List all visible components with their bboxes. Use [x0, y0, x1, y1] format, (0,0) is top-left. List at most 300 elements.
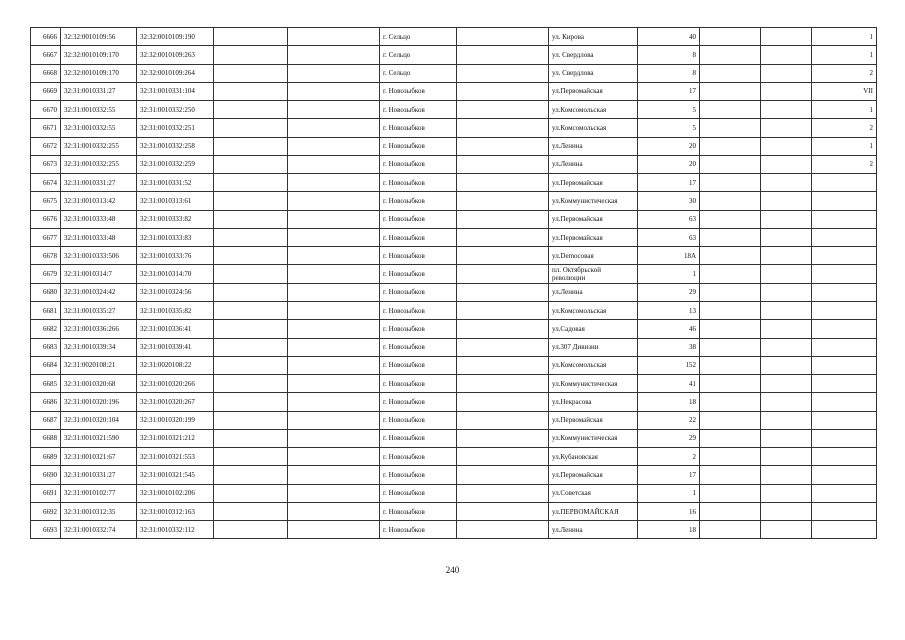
- table-row: [31, 484, 877, 502]
- cell-empty: [761, 320, 812, 338]
- cell-empty: [214, 174, 288, 192]
- cell-street: ул.Коммунистическая: [549, 192, 638, 210]
- cell-empty: [288, 448, 380, 466]
- cell-empty: [761, 429, 812, 447]
- cell-flat: [812, 301, 877, 319]
- cell-record-number: 6685: [31, 375, 61, 393]
- table-row: [31, 247, 877, 265]
- cell-empty: [457, 448, 549, 466]
- cell-empty: [700, 101, 761, 119]
- cell-locality: г. Новозыбков: [380, 502, 457, 520]
- cell-empty: [288, 247, 380, 265]
- cell-empty: [700, 174, 761, 192]
- cell-empty: [288, 265, 380, 283]
- cell-house: 63: [638, 228, 700, 246]
- cell-locality: г. Сельцо: [380, 28, 457, 46]
- cell-locality: г. Сельцо: [380, 64, 457, 82]
- cell-house: 1: [638, 484, 700, 502]
- cell-empty: [288, 393, 380, 411]
- cell-object-number: 32:31:0010321:212: [137, 429, 214, 447]
- cell-empty: [457, 64, 549, 82]
- cell-empty: [761, 484, 812, 502]
- cell-empty: [457, 283, 549, 301]
- cell-parcel-number: 32:31:0010332:55: [61, 119, 137, 137]
- cell-house: 17: [638, 466, 700, 484]
- cell-empty: [761, 228, 812, 246]
- cell-empty: [457, 28, 549, 46]
- cell-object-number: 32:31:0010321:545: [137, 466, 214, 484]
- cell-empty: [761, 28, 812, 46]
- cell-house: 29: [638, 429, 700, 447]
- cell-empty: [288, 28, 380, 46]
- cell-empty: [700, 265, 761, 283]
- cell-empty: [214, 320, 288, 338]
- cell-parcel-number: 32:31:0020108:21: [61, 356, 137, 374]
- cell-empty: [214, 119, 288, 137]
- table-row: [31, 137, 877, 155]
- cell-locality: г. Новозыбков: [380, 338, 457, 356]
- cell-record-number: 6671: [31, 119, 61, 137]
- cell-empty: [700, 521, 761, 539]
- cell-empty: [288, 82, 380, 100]
- cell-parcel-number: 32:31:0010335:27: [61, 301, 137, 319]
- cell-empty: [288, 155, 380, 173]
- cell-empty: [700, 502, 761, 520]
- cell-record-number: 6690: [31, 466, 61, 484]
- cell-flat: 2: [812, 119, 877, 137]
- cell-empty: [288, 484, 380, 502]
- cell-empty: [700, 375, 761, 393]
- cell-locality: г. Новозыбков: [380, 448, 457, 466]
- cell-empty: [214, 64, 288, 82]
- cell-empty: [288, 64, 380, 82]
- cell-parcel-number: 32:32:0010109:56: [61, 28, 137, 46]
- cell-empty: [761, 521, 812, 539]
- cell-empty: [214, 484, 288, 502]
- cell-empty: [761, 64, 812, 82]
- cell-empty: [288, 283, 380, 301]
- cell-locality: г. Новозыбков: [380, 119, 457, 137]
- cell-street: ул.Коммунистическая: [549, 375, 638, 393]
- cell-flat: 1: [812, 46, 877, 64]
- cell-object-number: 32:32:0010109:264: [137, 64, 214, 82]
- cell-object-number: 32:31:0010320:199: [137, 411, 214, 429]
- cell-record-number: 6672: [31, 137, 61, 155]
- cell-house: 17: [638, 174, 700, 192]
- cell-locality: г. Новозыбков: [380, 484, 457, 502]
- cell-empty: [288, 119, 380, 137]
- cell-empty: [214, 82, 288, 100]
- cell-empty: [457, 393, 549, 411]
- cell-empty: [457, 247, 549, 265]
- cell-locality: г. Новозыбков: [380, 393, 457, 411]
- cell-empty: [457, 137, 549, 155]
- cell-empty: [288, 46, 380, 64]
- cell-locality: г. Новозыбков: [380, 247, 457, 265]
- cell-empty: [214, 46, 288, 64]
- cell-empty: [214, 228, 288, 246]
- cell-house: 13: [638, 301, 700, 319]
- table-row: [31, 375, 877, 393]
- table-row: [31, 228, 877, 246]
- cell-record-number: 6669: [31, 82, 61, 100]
- table-row: [31, 101, 877, 119]
- cell-parcel-number: 32:31:0010332:255: [61, 137, 137, 155]
- cell-empty: [288, 356, 380, 374]
- cell-empty: [700, 448, 761, 466]
- cell-street: ул.Комсомольская: [549, 119, 638, 137]
- cell-parcel-number: 32:31:0010312:35: [61, 502, 137, 520]
- cell-parcel-number: 32:31:0010332:74: [61, 521, 137, 539]
- cell-parcel-number: 32:31:0010331:27: [61, 174, 137, 192]
- cell-street: пл. Октябрьской революции: [549, 265, 638, 283]
- table-row: [31, 28, 877, 46]
- cell-empty: [214, 137, 288, 155]
- cell-flat: [812, 429, 877, 447]
- cell-house: 20: [638, 137, 700, 155]
- cell-street: ул. Свердлова: [549, 64, 638, 82]
- cell-house: 8: [638, 46, 700, 64]
- table-row: [31, 338, 877, 356]
- table-row: [31, 119, 877, 137]
- cell-object-number: 32:32:0010109:263: [137, 46, 214, 64]
- cell-empty: [214, 338, 288, 356]
- cell-parcel-number: 32:31:0010313:42: [61, 192, 137, 210]
- cell-object-number: 32:31:0010324:56: [137, 283, 214, 301]
- cell-object-number: 32:31:0010102:206: [137, 484, 214, 502]
- cell-object-number: 32:31:0010331:52: [137, 174, 214, 192]
- cell-empty: [288, 502, 380, 520]
- cell-locality: г. Новозыбков: [380, 429, 457, 447]
- cell-street: ул.Комсомольская: [549, 356, 638, 374]
- cell-flat: 1: [812, 28, 877, 46]
- cell-flat: [812, 521, 877, 539]
- cell-empty: [288, 429, 380, 447]
- cell-parcel-number: 32:31:0010102:77: [61, 484, 137, 502]
- cell-parcel-number: 32:31:0010336:266: [61, 320, 137, 338]
- cell-empty: [214, 155, 288, 173]
- cell-empty: [761, 356, 812, 374]
- cell-record-number: 6693: [31, 521, 61, 539]
- cell-object-number: 32:31:0010331:104: [137, 82, 214, 100]
- cell-empty: [700, 192, 761, 210]
- table-row: [31, 521, 877, 539]
- cell-object-number: 32:31:0010333:83: [137, 228, 214, 246]
- cell-locality: г. Новозыбков: [380, 155, 457, 173]
- cell-object-number: 32:31:0010332:259: [137, 155, 214, 173]
- cell-house: 63: [638, 210, 700, 228]
- cell-empty: [761, 301, 812, 319]
- cell-empty: [700, 155, 761, 173]
- cell-street: ул.Ленина: [549, 521, 638, 539]
- cell-empty: [700, 320, 761, 338]
- cell-street: ул.Первомайская: [549, 466, 638, 484]
- cell-empty: [288, 101, 380, 119]
- cell-object-number: 32:31:0010321:553: [137, 448, 214, 466]
- table-row: [31, 82, 877, 100]
- cell-parcel-number: 32:31:0010320:68: [61, 375, 137, 393]
- cell-parcel-number: 32:32:0010109:170: [61, 64, 137, 82]
- cell-house: 46: [638, 320, 700, 338]
- cell-empty: [761, 502, 812, 520]
- cell-empty: [700, 210, 761, 228]
- cell-empty: [700, 283, 761, 301]
- cell-empty: [457, 411, 549, 429]
- cell-empty: [288, 338, 380, 356]
- table-row: [31, 393, 877, 411]
- cell-empty: [288, 375, 380, 393]
- cell-street: ул. Кирова: [549, 28, 638, 46]
- cell-record-number: 6678: [31, 247, 61, 265]
- cell-empty: [214, 393, 288, 411]
- cell-house: 5: [638, 119, 700, 137]
- cell-empty: [457, 301, 549, 319]
- cell-locality: г. Новозыбков: [380, 228, 457, 246]
- cell-object-number: 32:31:0010339:41: [137, 338, 214, 356]
- cell-street: ул.Первомайская: [549, 82, 638, 100]
- table-row: [31, 283, 877, 301]
- cell-flat: [812, 411, 877, 429]
- cell-street: ул.ПЕРВОМАЙСКАЯ: [549, 502, 638, 520]
- cell-street: ул.Первомайская: [549, 228, 638, 246]
- cell-locality: г. Новозыбков: [380, 356, 457, 374]
- cell-empty: [214, 521, 288, 539]
- cell-empty: [214, 466, 288, 484]
- cell-empty: [457, 265, 549, 283]
- cell-parcel-number: 32:31:0010331:27: [61, 466, 137, 484]
- cell-house: 152: [638, 356, 700, 374]
- table-row: [31, 210, 877, 228]
- cell-street: ул.Кубановская: [549, 448, 638, 466]
- cell-empty: [457, 210, 549, 228]
- cell-house: 30: [638, 192, 700, 210]
- cell-empty: [457, 174, 549, 192]
- table-row: [31, 265, 877, 283]
- cell-house: 2: [638, 448, 700, 466]
- registry-table: [30, 27, 877, 539]
- cell-empty: [761, 210, 812, 228]
- cell-empty: [761, 119, 812, 137]
- cell-flat: 2: [812, 64, 877, 82]
- cell-locality: г. Новозыбков: [380, 101, 457, 119]
- cell-empty: [761, 448, 812, 466]
- cell-parcel-number: 32:31:0010320:196: [61, 393, 137, 411]
- cell-empty: [214, 192, 288, 210]
- cell-empty: [457, 429, 549, 447]
- cell-empty: [761, 411, 812, 429]
- cell-locality: г. Новозыбков: [380, 283, 457, 301]
- cell-empty: [214, 210, 288, 228]
- table-row: [31, 411, 877, 429]
- cell-house: 18: [638, 393, 700, 411]
- cell-empty: [700, 484, 761, 502]
- table-row: [31, 155, 877, 173]
- cell-street: ул.Коммунистическая: [549, 429, 638, 447]
- cell-flat: [812, 247, 877, 265]
- cell-flat: [812, 192, 877, 210]
- table-row: [31, 301, 877, 319]
- cell-street: ул.Democoвая: [549, 247, 638, 265]
- cell-object-number: 32:31:0010312:163: [137, 502, 214, 520]
- cell-record-number: 6670: [31, 101, 61, 119]
- table-row: [31, 502, 877, 520]
- cell-empty: [214, 28, 288, 46]
- cell-parcel-number: 32:31:0010332:255: [61, 155, 137, 173]
- cell-object-number: 32:31:0010333:76: [137, 247, 214, 265]
- cell-street: ул.Некрасова: [549, 393, 638, 411]
- cell-empty: [761, 338, 812, 356]
- cell-object-number: 32:32:0010109:190: [137, 28, 214, 46]
- cell-empty: [288, 228, 380, 246]
- cell-object-number: 32:31:0010336:41: [137, 320, 214, 338]
- cell-parcel-number: 32:31:0010339:34: [61, 338, 137, 356]
- cell-empty: [288, 411, 380, 429]
- cell-empty: [214, 301, 288, 319]
- cell-empty: [457, 119, 549, 137]
- cell-record-number: 6692: [31, 502, 61, 520]
- cell-flat: VII: [812, 82, 877, 100]
- cell-locality: г. Новозыбков: [380, 466, 457, 484]
- cell-empty: [457, 466, 549, 484]
- cell-empty: [214, 375, 288, 393]
- cell-locality: г. Новозыбков: [380, 265, 457, 283]
- cell-empty: [700, 119, 761, 137]
- cell-empty: [288, 174, 380, 192]
- cell-object-number: 32:31:0010335:82: [137, 301, 214, 319]
- cell-empty: [761, 155, 812, 173]
- cell-empty: [457, 192, 549, 210]
- cell-record-number: 6688: [31, 429, 61, 447]
- cell-flat: [812, 448, 877, 466]
- cell-empty: [457, 484, 549, 502]
- cell-street: ул.307 Дивизии: [549, 338, 638, 356]
- cell-parcel-number: 32:31:0010333:48: [61, 228, 137, 246]
- cell-empty: [288, 192, 380, 210]
- cell-empty: [761, 174, 812, 192]
- table-row: [31, 320, 877, 338]
- cell-street: ул.Советская: [549, 484, 638, 502]
- cell-house: 38: [638, 338, 700, 356]
- cell-empty: [761, 82, 812, 100]
- table-row: [31, 356, 877, 374]
- cell-house: 40: [638, 28, 700, 46]
- cell-house: 8: [638, 64, 700, 82]
- cell-empty: [700, 466, 761, 484]
- cell-parcel-number: 32:31:0010321:590: [61, 429, 137, 447]
- cell-empty: [214, 101, 288, 119]
- cell-empty: [288, 301, 380, 319]
- cell-locality: г. Новозыбков: [380, 82, 457, 100]
- cell-empty: [457, 521, 549, 539]
- cell-record-number: 6673: [31, 155, 61, 173]
- cell-locality: г. Новозыбков: [380, 192, 457, 210]
- cell-object-number: 32:31:0010313:61: [137, 192, 214, 210]
- cell-empty: [761, 192, 812, 210]
- cell-empty: [761, 283, 812, 301]
- cell-locality: г. Новозыбков: [380, 411, 457, 429]
- cell-house: 18А: [638, 247, 700, 265]
- cell-parcel-number: 32:31:0010333:48: [61, 210, 137, 228]
- cell-empty: [700, 411, 761, 429]
- cell-street: ул.Первомайская: [549, 411, 638, 429]
- cell-empty: [214, 411, 288, 429]
- cell-empty: [288, 137, 380, 155]
- cell-flat: [812, 338, 877, 356]
- cell-locality: г. Новозыбков: [380, 210, 457, 228]
- table-row: [31, 429, 877, 447]
- cell-flat: [812, 393, 877, 411]
- cell-object-number: 32:31:0010320:266: [137, 375, 214, 393]
- cell-empty: [457, 46, 549, 64]
- cell-empty: [457, 356, 549, 374]
- cell-record-number: 6689: [31, 448, 61, 466]
- cell-empty: [288, 466, 380, 484]
- cell-empty: [457, 320, 549, 338]
- cell-record-number: 6667: [31, 46, 61, 64]
- cell-object-number: 32:31:0010332:258: [137, 137, 214, 155]
- cell-locality: г. Новозыбков: [380, 320, 457, 338]
- cell-locality: г. Новозыбков: [380, 174, 457, 192]
- cell-locality: г. Новозыбков: [380, 137, 457, 155]
- cell-record-number: 6668: [31, 64, 61, 82]
- cell-empty: [214, 502, 288, 520]
- cell-house: 1: [638, 265, 700, 283]
- cell-object-number: 32:31:0010332:251: [137, 119, 214, 137]
- cell-record-number: 6682: [31, 320, 61, 338]
- cell-empty: [700, 356, 761, 374]
- cell-parcel-number: 32:31:0010331:27: [61, 82, 137, 100]
- cell-record-number: 6676: [31, 210, 61, 228]
- page-number: 240: [445, 565, 460, 575]
- cell-empty: [214, 283, 288, 301]
- cell-parcel-number: 32:31:0010314:7: [61, 265, 137, 283]
- cell-record-number: 6684: [31, 356, 61, 374]
- cell-flat: [812, 502, 877, 520]
- cell-object-number: 32:31:0010332:250: [137, 101, 214, 119]
- cell-house: 29: [638, 283, 700, 301]
- cell-empty: [761, 46, 812, 64]
- table-body: [31, 28, 877, 539]
- cell-house: 41: [638, 375, 700, 393]
- cell-house: 5: [638, 101, 700, 119]
- cell-street: ул.Комсомольская: [549, 101, 638, 119]
- cell-empty: [457, 375, 549, 393]
- cell-object-number: 32:31:0020108:22: [137, 356, 214, 374]
- cell-empty: [214, 247, 288, 265]
- table-row: [31, 174, 877, 192]
- cell-empty: [761, 101, 812, 119]
- cell-object-number: 32:31:0010333:82: [137, 210, 214, 228]
- cell-empty: [761, 247, 812, 265]
- cell-empty: [214, 448, 288, 466]
- cell-locality: г. Новозыбков: [380, 301, 457, 319]
- cell-street: ул.Ленина: [549, 283, 638, 301]
- cell-record-number: 6680: [31, 283, 61, 301]
- cell-empty: [700, 137, 761, 155]
- cell-empty: [457, 502, 549, 520]
- cell-object-number: 32:31:0010314:70: [137, 265, 214, 283]
- cell-house: 18: [638, 521, 700, 539]
- cell-empty: [700, 64, 761, 82]
- cell-flat: [812, 484, 877, 502]
- cell-flat: [812, 356, 877, 374]
- cell-flat: [812, 265, 877, 283]
- cell-parcel-number: 32:31:0010321:67: [61, 448, 137, 466]
- cell-empty: [700, 82, 761, 100]
- cell-street: ул. Свердлова: [549, 46, 638, 64]
- cell-street: ул.Садовая: [549, 320, 638, 338]
- cell-flat: 2: [812, 155, 877, 173]
